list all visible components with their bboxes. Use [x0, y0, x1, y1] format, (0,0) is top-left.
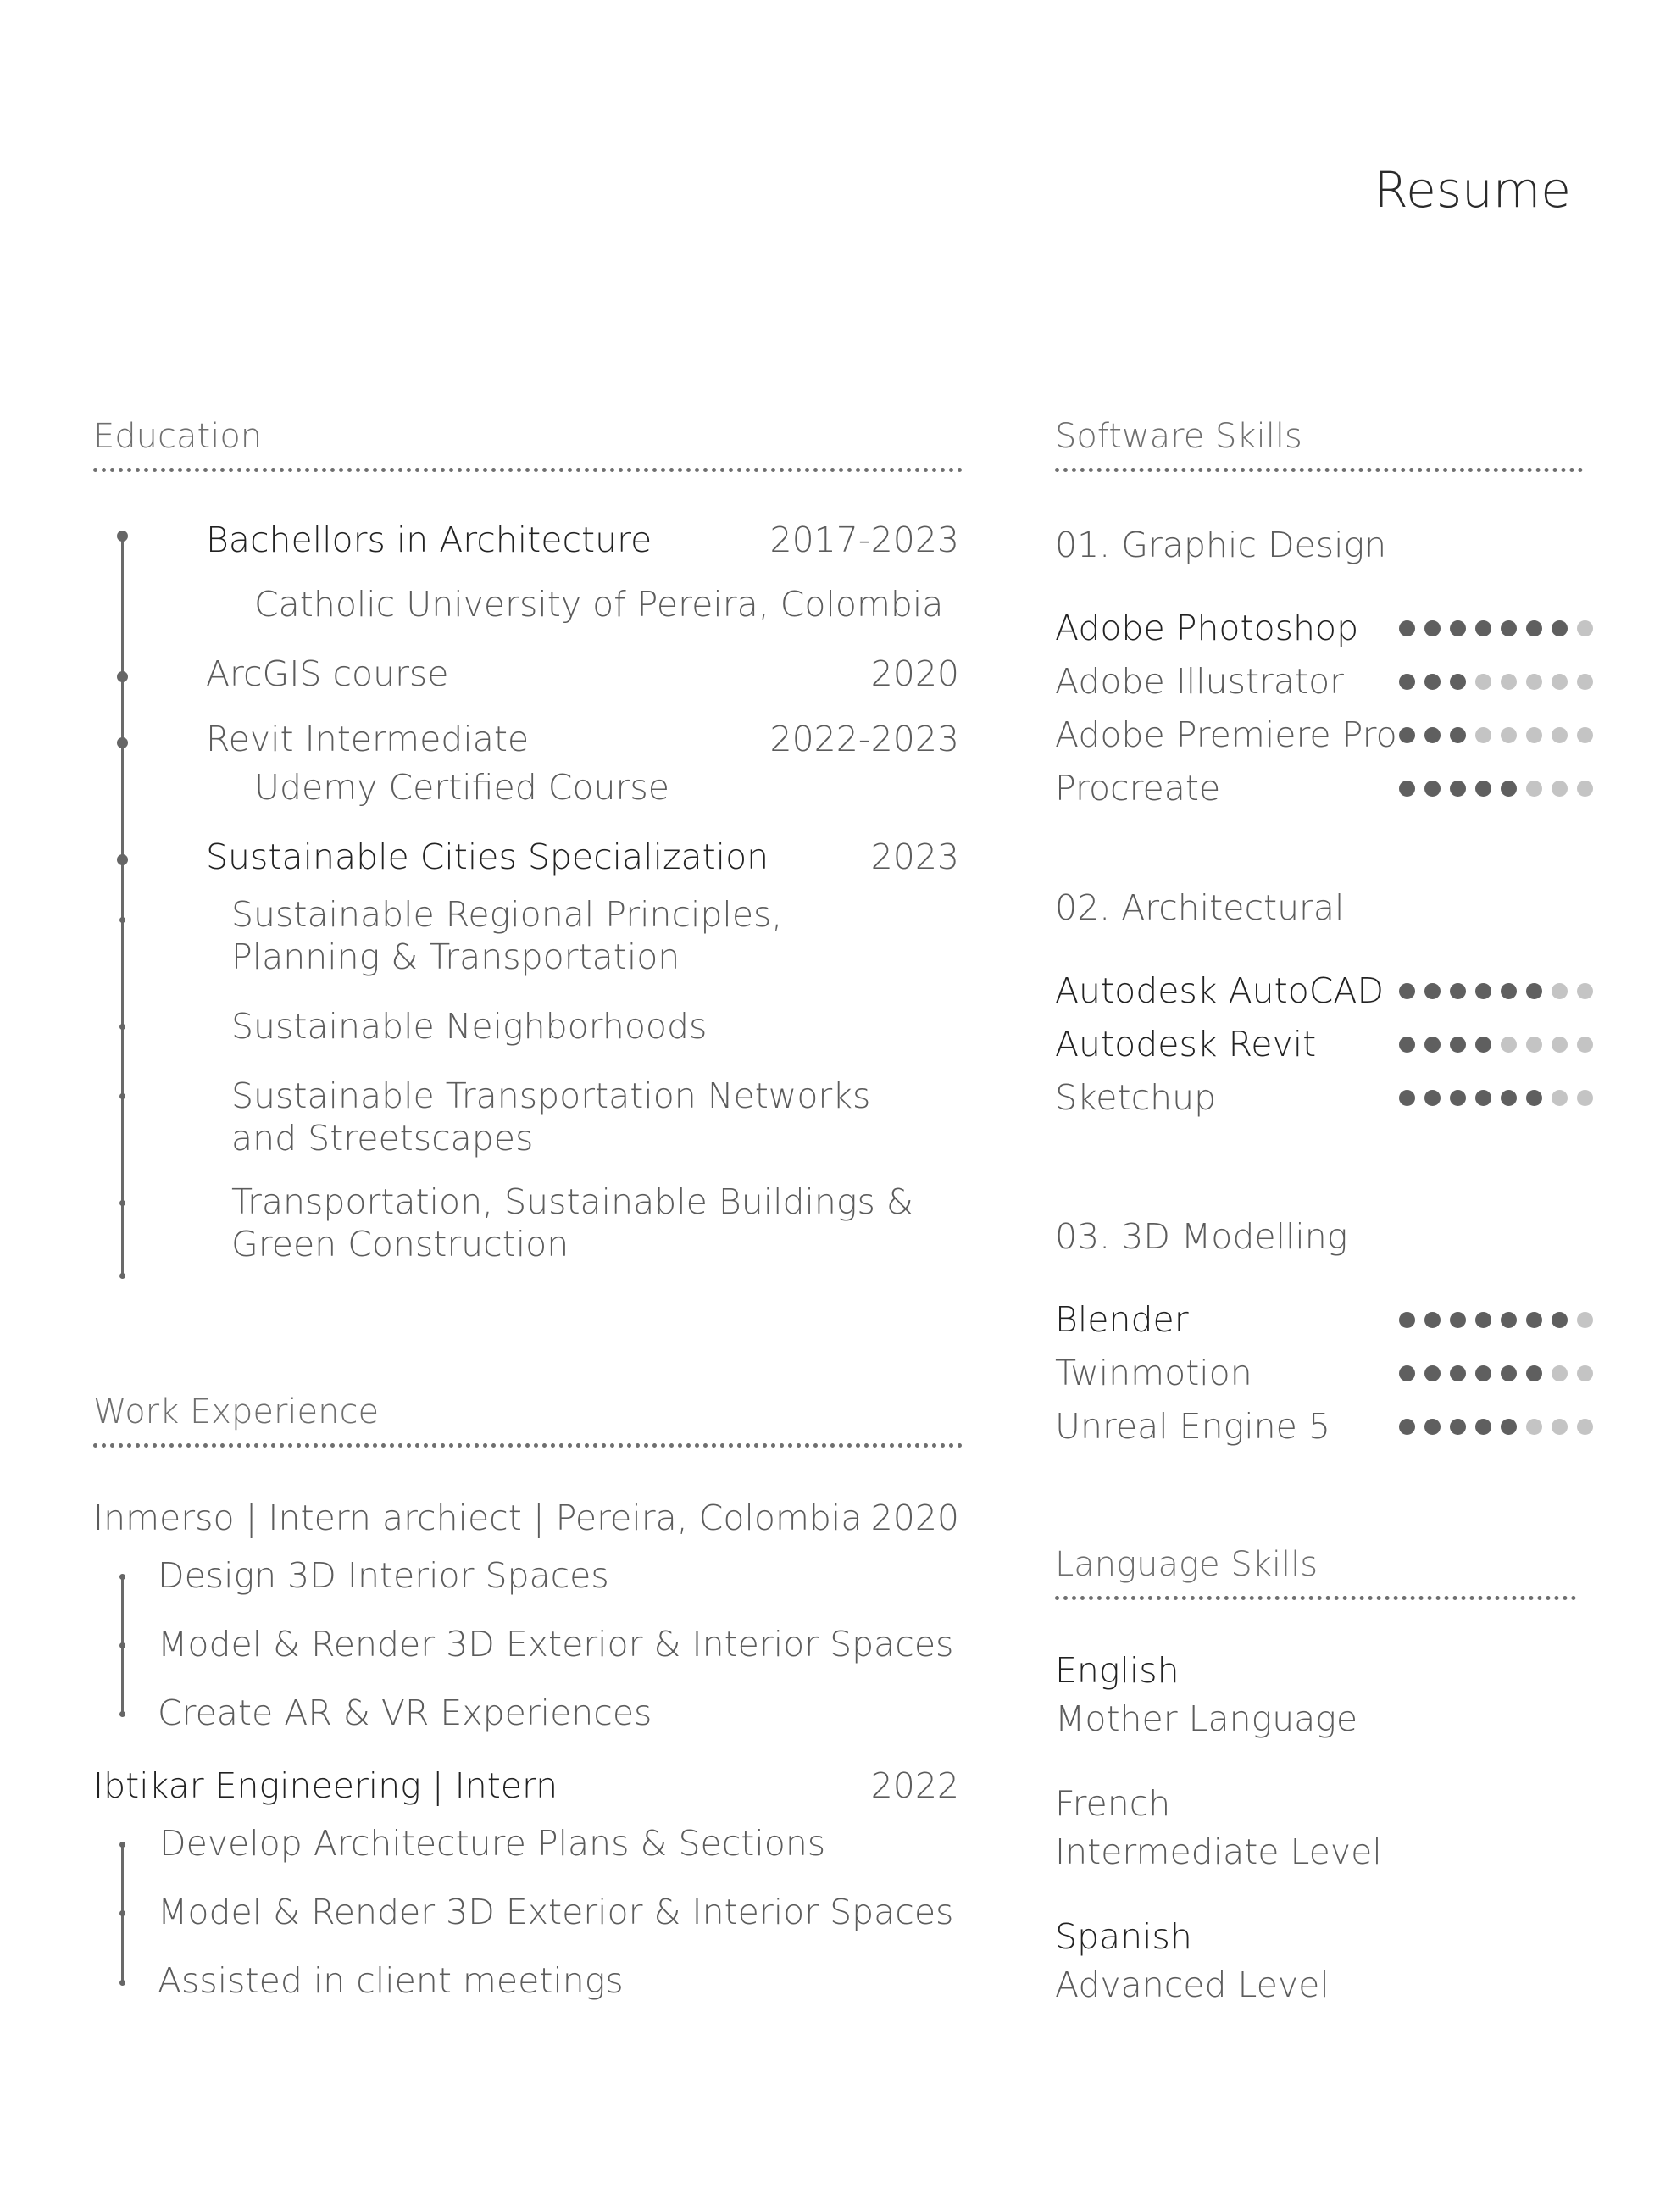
task-node	[119, 1642, 125, 1648]
specialization-course: Sustainable Transportation Networks	[231, 1075, 871, 1116]
rating-dot-filled	[1501, 620, 1517, 636]
rating-dot-filled	[1424, 1312, 1441, 1328]
skill-name: Twinmotion	[1055, 1353, 1252, 1393]
task-node	[119, 1910, 125, 1916]
rating-dot-filled	[1552, 1312, 1568, 1328]
work-divider	[93, 1443, 963, 1448]
job-title: Ibtikar Engineering | Intern	[93, 1765, 558, 1806]
rating-dot-filled	[1450, 1312, 1466, 1328]
rating-dot-empty	[1552, 781, 1568, 797]
rating-dot-filled	[1475, 781, 1491, 797]
skill-name: Adobe Premiere Pro	[1055, 714, 1397, 755]
rating-dot-filled	[1399, 674, 1415, 690]
skill-name: Procreate	[1055, 768, 1221, 809]
rating-dot-filled	[1399, 781, 1415, 797]
job-task: Design 3D Interior Spaces	[158, 1555, 609, 1596]
rating-dot-filled	[1526, 1365, 1542, 1381]
rating-dot-filled	[1399, 727, 1415, 743]
rating-dot-empty	[1577, 781, 1593, 797]
timeline-node	[119, 917, 125, 923]
rating-dot-empty	[1552, 727, 1568, 743]
rating-dot-empty	[1577, 1037, 1593, 1053]
specialization-title: Sustainable Cities Specialization	[206, 836, 769, 877]
rating-dot-filled	[1424, 983, 1441, 999]
language-name: English	[1055, 1650, 1180, 1691]
software-heading: Software Skills	[1055, 417, 1302, 456]
rating-dot-filled	[1399, 1312, 1415, 1328]
rating-dot-empty	[1526, 1037, 1542, 1053]
course-title: ArcGIS course	[206, 653, 449, 694]
skill-rating	[1399, 983, 1593, 999]
specialization-course: Sustainable Neighborhoods	[231, 1006, 708, 1047]
rating-dot-filled	[1552, 620, 1568, 636]
language-heading: Language Skills	[1055, 1545, 1318, 1584]
skill-name: Autodesk AutoCAD	[1055, 970, 1385, 1011]
rating-dot-filled	[1501, 983, 1517, 999]
job-task: Model & Render 3D Exterior & Interior Spaces	[158, 1624, 954, 1665]
course-years: 2020	[870, 653, 959, 694]
rating-dot-filled	[1475, 1312, 1491, 1328]
rating-dot-empty	[1552, 983, 1568, 999]
rating-dot-filled	[1424, 1037, 1441, 1053]
timeline-node	[119, 1093, 125, 1099]
language-name: French	[1055, 1783, 1171, 1824]
timeline-node	[119, 1200, 125, 1206]
rating-dot-filled	[1399, 1090, 1415, 1106]
rating-dot-filled	[1399, 1037, 1415, 1053]
rating-dot-empty	[1526, 674, 1542, 690]
task-node	[119, 1980, 125, 1986]
rating-dot-empty	[1526, 781, 1542, 797]
rating-dot-empty	[1577, 1312, 1593, 1328]
rating-dot-filled	[1450, 620, 1466, 636]
specialization-year: 2023	[870, 836, 959, 877]
skill-rating	[1399, 781, 1593, 797]
rating-dot-empty	[1577, 1419, 1593, 1435]
language-level: Advanced Level	[1055, 1965, 1330, 2005]
rating-dot-filled	[1424, 1090, 1441, 1106]
skill-rating	[1399, 1419, 1593, 1435]
specialization-course: Planning & Transportation	[231, 936, 680, 977]
specialization-course: Green Construction	[231, 1224, 569, 1264]
rating-dot-filled	[1526, 620, 1542, 636]
task-node	[119, 1842, 125, 1848]
rating-dot-empty	[1501, 674, 1517, 690]
skill-name: Unreal Engine 5	[1055, 1406, 1330, 1447]
rating-dot-filled	[1450, 1090, 1466, 1106]
rating-dot-filled	[1424, 1419, 1441, 1435]
course-title: Revit Intermediate	[206, 719, 530, 759]
job-title: Inmerso | Intern archiect | Pereira, Colombia	[93, 1498, 863, 1538]
job-year: 2020	[870, 1498, 959, 1538]
skill-name: Autodesk Revit	[1055, 1024, 1317, 1064]
rating-dot-empty	[1526, 727, 1542, 743]
rating-dot-empty	[1475, 674, 1491, 690]
skill-rating	[1399, 1312, 1593, 1328]
timeline-node	[117, 671, 128, 682]
rating-dot-filled	[1475, 1419, 1491, 1435]
rating-dot-filled	[1399, 620, 1415, 636]
job-task: Model & Render 3D Exterior & Interior Spaces	[158, 1892, 954, 1932]
timeline-node	[117, 737, 128, 748]
rating-dot-empty	[1577, 620, 1593, 636]
rating-dot-filled	[1399, 1365, 1415, 1381]
specialization-course: Transportation, Sustainable Buildings &	[231, 1181, 913, 1222]
rating-dot-filled	[1475, 620, 1491, 636]
rating-dot-empty	[1577, 1365, 1593, 1381]
skill-rating	[1399, 1365, 1593, 1381]
rating-dot-filled	[1501, 1312, 1517, 1328]
rating-dot-filled	[1475, 983, 1491, 999]
rating-dot-empty	[1552, 1365, 1568, 1381]
rating-dot-filled	[1450, 1365, 1466, 1381]
skill-name: Blender	[1055, 1299, 1189, 1340]
rating-dot-filled	[1475, 1037, 1491, 1053]
rating-dot-empty	[1501, 727, 1517, 743]
rating-dot-filled	[1501, 781, 1517, 797]
skill-rating	[1399, 727, 1593, 743]
timeline-node	[119, 1273, 125, 1279]
rating-dot-empty	[1577, 983, 1593, 999]
rating-dot-empty	[1552, 1037, 1568, 1053]
education-divider	[93, 468, 963, 472]
rating-dot-filled	[1475, 1090, 1491, 1106]
rating-dot-empty	[1577, 1090, 1593, 1106]
rating-dot-filled	[1450, 674, 1466, 690]
skill-name: Adobe Photoshop	[1055, 608, 1359, 648]
rating-dot-filled	[1450, 983, 1466, 999]
rating-dot-filled	[1399, 1419, 1415, 1435]
rating-dot-filled	[1501, 1090, 1517, 1106]
language-level: Intermediate Level	[1055, 1831, 1382, 1872]
specialization-course: Sustainable Regional Principles,	[231, 894, 783, 935]
language-divider	[1055, 1596, 1576, 1600]
rating-dot-filled	[1475, 1365, 1491, 1381]
skill-group-title: 02. Architectural	[1055, 887, 1345, 928]
rating-dot-filled	[1526, 1090, 1542, 1106]
education-heading: Education	[93, 417, 263, 456]
course-years: 2022-2023	[769, 719, 959, 759]
language-level: Mother Language	[1055, 1698, 1358, 1739]
skill-group-title: 01. Graphic Design	[1055, 525, 1387, 565]
rating-dot-empty	[1501, 1037, 1517, 1053]
software-divider	[1055, 468, 1583, 472]
page-title: Resume	[1374, 161, 1571, 219]
work-heading: Work Experience	[93, 1392, 380, 1431]
rating-dot-filled	[1424, 1365, 1441, 1381]
rating-dot-filled	[1501, 1365, 1517, 1381]
skill-rating	[1399, 1037, 1593, 1053]
rating-dot-filled	[1501, 1419, 1517, 1435]
rating-dot-empty	[1475, 727, 1491, 743]
job-task: Create AR & VR Experiences	[158, 1692, 652, 1733]
timeline-line	[121, 541, 124, 1278]
skill-name: Sketchup	[1055, 1077, 1217, 1118]
skill-rating	[1399, 674, 1593, 690]
rating-dot-empty	[1552, 674, 1568, 690]
rating-dot-filled	[1450, 1037, 1466, 1053]
job-task: Assisted in client meetings	[158, 1960, 624, 2001]
rating-dot-filled	[1450, 727, 1466, 743]
skill-group-title: 03. 3D Modelling	[1055, 1216, 1348, 1257]
course-detail: Udemy Certified Course	[254, 767, 669, 808]
rating-dot-filled	[1424, 620, 1441, 636]
language-name: Spanish	[1055, 1916, 1192, 1957]
rating-dot-empty	[1577, 674, 1593, 690]
rating-dot-empty	[1526, 1419, 1542, 1435]
skill-rating	[1399, 620, 1593, 636]
degree-institution: Catholic University of Pereira, Colombia	[254, 584, 944, 625]
skill-name: Adobe Illustrator	[1055, 661, 1345, 702]
degree-title: Bachellors in Architecture	[206, 520, 652, 560]
specialization-course: and Streetscapes	[231, 1118, 534, 1159]
rating-dot-filled	[1424, 781, 1441, 797]
rating-dot-empty	[1552, 1090, 1568, 1106]
rating-dot-empty	[1577, 727, 1593, 743]
job-year: 2022	[870, 1765, 959, 1806]
rating-dot-filled	[1399, 983, 1415, 999]
rating-dot-filled	[1424, 674, 1441, 690]
rating-dot-filled	[1450, 1419, 1466, 1435]
timeline-node	[117, 531, 128, 542]
timeline-node	[119, 1024, 125, 1030]
rating-dot-empty	[1552, 1419, 1568, 1435]
task-node	[119, 1574, 125, 1580]
timeline-node	[117, 854, 128, 865]
rating-dot-filled	[1424, 727, 1441, 743]
rating-dot-filled	[1526, 1312, 1542, 1328]
degree-years: 2017-2023	[769, 520, 959, 560]
task-node	[119, 1711, 125, 1717]
rating-dot-filled	[1450, 781, 1466, 797]
skill-rating	[1399, 1090, 1593, 1106]
job-task: Develop Architecture Plans & Sections	[159, 1823, 826, 1864]
rating-dot-filled	[1526, 983, 1542, 999]
